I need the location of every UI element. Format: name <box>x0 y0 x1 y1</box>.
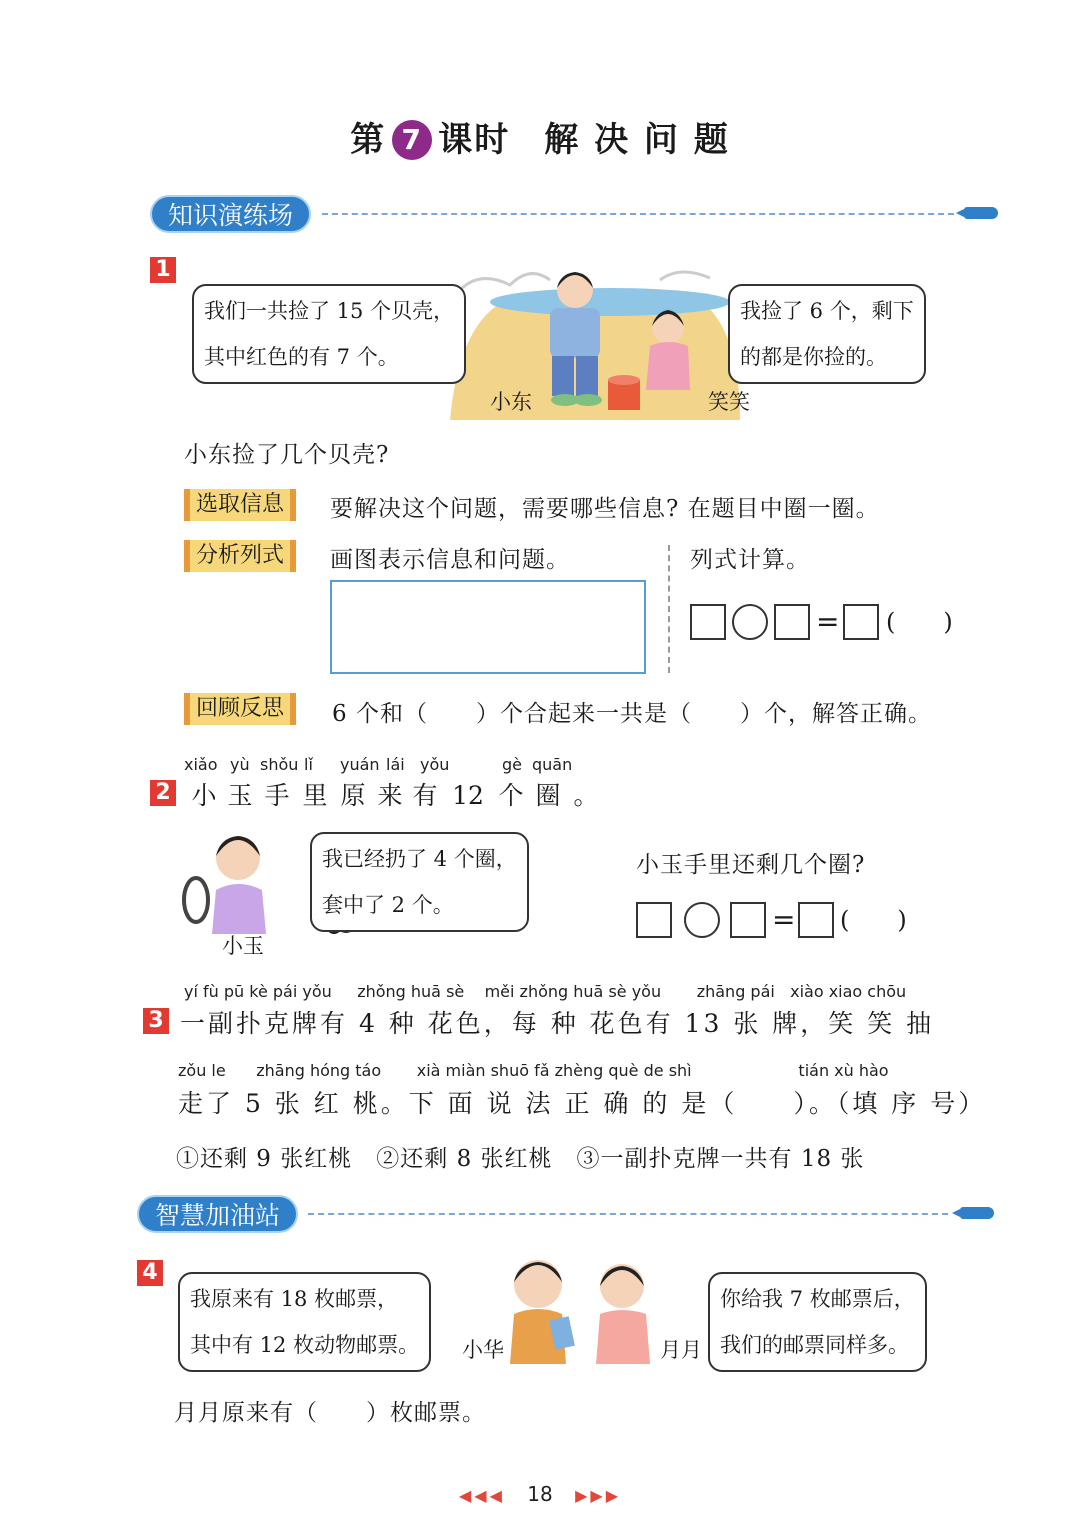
bubble-line: 其中有 12 枚动物邮票。 <box>190 1333 420 1357</box>
pinyin: lái <box>386 755 405 774</box>
speech-bubble-xiaohua <box>178 1272 431 1372</box>
step-tag-analyze: 分析列式 <box>184 540 296 572</box>
title-prefix: 第 <box>350 120 387 160</box>
beach-illustration <box>440 250 750 430</box>
speech-bubble-yueyue <box>708 1272 927 1372</box>
character-name-xiaoyu: 小玉 <box>222 934 264 958</box>
lesson-number-badge: 7 <box>392 120 432 160</box>
step-text-review: 6 个和（ ）个合起来一共是（ ）个，解答正确。 <box>332 701 932 727</box>
character-name-xiaoxiao: 笑笑 <box>708 390 750 414</box>
q3-pinyin-line1: yí fù pū kè pái yǒu zhǒng huā sè měi zhǒng huā sè yǒu zhāng pái xiào xiao chōu <box>184 982 907 1001</box>
section-header-wisdom: 智慧加油站 <box>137 1195 298 1233</box>
pen-icon <box>960 1207 994 1219</box>
drawing-answer-box[interactable] <box>330 580 646 674</box>
question-number-4: 4 <box>137 1260 163 1286</box>
character-name-yueyue: 月月 <box>660 1338 702 1362</box>
q1-question: 小东捡了几个贝壳? <box>184 442 390 468</box>
pinyin: yǒu <box>420 755 450 774</box>
pinyin: xiǎo <box>184 755 218 774</box>
q3-pinyin-line2: zǒu le zhāng hóng táo xià miàn shuō fǎ zhèng què de shì tián xù hào <box>178 1061 889 1080</box>
children-stamps-illustration <box>500 1256 660 1366</box>
question-number-3: 3 <box>143 1008 169 1034</box>
title-topic: 解 决 问 题 <box>544 120 730 160</box>
step-tag-review: 回顾反思 <box>184 693 296 725</box>
pinyin: gè <box>502 755 522 774</box>
q3-line2: 走了 5 张 红 桃。下 面 说 法 正 确 的 是（ ）。（填 序 号） <box>178 1089 987 1118</box>
bubble-line: 你给我 7 枚邮票后， <box>720 1287 915 1311</box>
pinyin: yuán <box>340 755 380 774</box>
page-number: 18 <box>527 1482 553 1506</box>
hanzi: 玉 <box>227 781 253 810</box>
bubble-line: 我原来有 18 枚邮票， <box>190 1287 399 1311</box>
hanzi: 圈 <box>535 781 561 810</box>
pinyin: shǒu <box>260 755 299 774</box>
pinyin: lǐ <box>304 755 313 774</box>
step-tag-select-info: 选取信息 <box>184 489 296 521</box>
q3-line1: 一副扑克牌有 4 种 花色，每 种 花色有 13 张 牌，笑 笑 抽 <box>180 1009 935 1038</box>
q4-question: 月月原来有（ ）枚邮票。 <box>174 1400 486 1426</box>
hanzi: 原 <box>340 781 366 810</box>
q2-question: 小玉手里还剩几个圈? <box>636 852 866 878</box>
operator-circle[interactable] <box>684 902 720 938</box>
hanzi: 里 <box>302 781 328 810</box>
right-arrows-icon: ▶▶▶ <box>575 1486 621 1505</box>
hanzi: 。 <box>573 781 599 810</box>
question-number-2: 2 <box>150 780 176 806</box>
column-divider <box>668 545 670 673</box>
bubble-line: 我们一共捡了 15 个贝壳， <box>204 299 455 323</box>
step-text-analyze: 画图表示信息和问题。 <box>330 547 570 573</box>
unit-blank[interactable]: ( ) <box>886 608 953 636</box>
pinyin: quān <box>532 755 573 774</box>
section-header-practice: 知识演练场 <box>150 195 311 233</box>
speech-bubble-xiaodong <box>192 284 466 384</box>
answer-box[interactable] <box>690 604 726 640</box>
q2-text <box>186 776 604 812</box>
hanzi: 有 <box>412 781 438 810</box>
hanzi: 个 <box>498 781 524 810</box>
bubble-line: 我已经扔了 4 个圈， <box>322 847 517 871</box>
hanzi: 小 <box>191 781 217 810</box>
bubble-line: 我捡了 6 个，剩下 <box>740 299 914 323</box>
step-text-calculate: 列式计算。 <box>690 547 810 573</box>
unit-blank[interactable]: ( ) <box>840 906 907 934</box>
bubble-line: 套中了 2 个。 <box>322 893 454 917</box>
answer-box[interactable] <box>798 902 834 938</box>
title-suffix: 课时 <box>438 120 511 160</box>
equals-sign: = <box>772 903 796 936</box>
answer-box[interactable] <box>774 604 810 640</box>
question-number-1: 1 <box>150 257 176 283</box>
hanzi: 手 <box>264 781 290 810</box>
bubble-line: 的都是你捡的。 <box>740 345 887 369</box>
speech-bubble-xiaoyu <box>310 832 529 932</box>
operator-circle[interactable] <box>732 604 768 640</box>
left-arrows-icon: ◀◀◀ <box>458 1486 505 1505</box>
answer-box[interactable] <box>730 902 766 938</box>
section-divider <box>322 213 954 215</box>
bubble-line: 我们的邮票同样多。 <box>720 1333 909 1357</box>
bubble-line: 其中红色的有 7 个。 <box>204 345 399 369</box>
page-title <box>0 112 1080 161</box>
character-name-xiaodong: 小东 <box>490 390 532 414</box>
equals-sign: = <box>816 605 840 638</box>
answer-box[interactable] <box>843 604 879 640</box>
pen-icon <box>964 207 998 219</box>
q3-options: ①还剩 9 张红桃 ②还剩 8 张红桃 ③一副扑克牌一共有 18 张 <box>176 1146 865 1172</box>
answer-box[interactable] <box>636 902 672 938</box>
step-text-select-info: 要解决这个问题，需要哪些信息? 在题目中圈一圈。 <box>330 496 880 522</box>
section-divider <box>308 1213 948 1215</box>
hanzi: 12 <box>452 781 484 810</box>
speech-bubble-xiaoxiao <box>728 284 926 384</box>
page-footer <box>0 1482 1080 1506</box>
character-name-xiaohua: 小华 <box>462 1338 504 1362</box>
hanzi: 来 <box>377 781 403 810</box>
pinyin: yù <box>230 755 250 774</box>
